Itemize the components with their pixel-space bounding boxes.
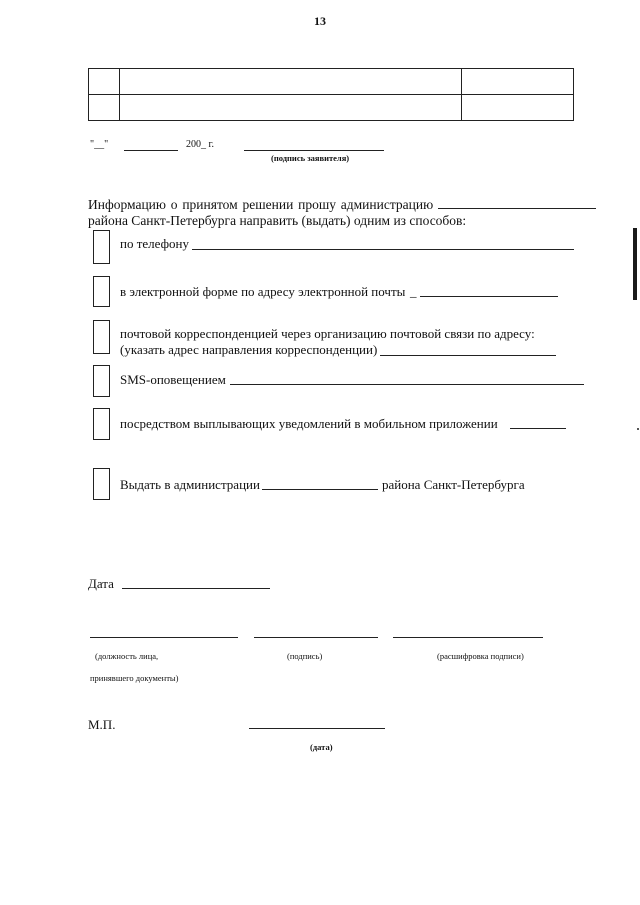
decoding-caption: (расшифровка подписи)	[437, 651, 524, 661]
sms-field[interactable]	[230, 384, 584, 385]
signature-caption: (подпись заявителя)	[271, 153, 350, 163]
email-checkbox[interactable]	[93, 276, 110, 307]
phone-option-label: по телефону	[120, 236, 189, 251]
signature-caption-2: (подпись)	[287, 651, 323, 661]
push-field[interactable]	[510, 428, 566, 429]
push-option-label: посредством выплывающих уведомлений в мобильном приложении	[120, 416, 498, 431]
applicant-signature-field[interactable]	[244, 150, 384, 151]
date-quote-field: "__"	[90, 139, 109, 150]
scan-speck	[637, 428, 639, 430]
info-word: Информацию	[88, 197, 166, 212]
table-row	[89, 69, 574, 95]
signature-decoding-field[interactable]	[393, 637, 543, 638]
post-address-field[interactable]	[380, 355, 556, 356]
scan-edge-mark	[633, 228, 637, 300]
admin-pickup-label-end: района Санкт-Петербурга	[382, 477, 525, 492]
month-field[interactable]	[124, 150, 178, 151]
post-option-label: почтовой корреспонденцией через организацию почтовой связи по адресу:	[120, 326, 535, 341]
admin-pickup-label: Выдать в администрации	[120, 477, 260, 492]
info-word: о	[170, 197, 178, 212]
phone-field[interactable]	[192, 249, 574, 250]
table-cell	[462, 69, 574, 95]
info-word: прошу	[298, 197, 336, 212]
sms-checkbox[interactable]	[93, 365, 110, 397]
stamp-date-field[interactable]	[249, 728, 385, 729]
phone-checkbox[interactable]	[93, 230, 110, 264]
info-word: администрацию	[340, 197, 434, 212]
post-checkbox[interactable]	[93, 320, 110, 354]
admin-name-field[interactable]	[262, 489, 378, 490]
info-word: решении	[242, 197, 294, 212]
table-cell	[89, 95, 120, 121]
applicant-table	[88, 68, 574, 121]
info-word: принятом	[182, 197, 238, 212]
table-row	[89, 95, 574, 121]
signature-field[interactable]	[254, 637, 378, 638]
date-label: Дата	[88, 576, 114, 591]
email-option-label: в электронной форме по адресу электронной почты	[120, 284, 406, 299]
push-checkbox[interactable]	[93, 408, 110, 440]
stamp-label: М.П.	[88, 717, 116, 732]
email-field-prefix: _	[410, 284, 417, 299]
administration-field[interactable]	[438, 196, 596, 209]
post-address-label: (указать адрес направления корреспонденции)	[120, 342, 378, 357]
admin-pickup-checkbox[interactable]	[93, 468, 110, 500]
sms-option-label: SMS-оповещением	[120, 372, 226, 387]
position-caption: (должность лица,	[95, 651, 159, 661]
table-cell	[120, 69, 462, 95]
page-number: 13	[314, 14, 326, 28]
info-request-line2: района Санкт-Петербурга направить (выдать) одним из способов:	[88, 213, 467, 228]
table-cell	[462, 95, 574, 121]
table-cell	[120, 95, 462, 121]
table-cell	[89, 69, 120, 95]
stamp-date-caption: (дата)	[310, 742, 333, 752]
email-field[interactable]	[420, 296, 558, 297]
date-field[interactable]	[122, 588, 270, 589]
position-caption-cont: принявшего документы)	[90, 673, 179, 683]
info-request-paragraph	[88, 196, 596, 229]
position-field[interactable]	[90, 637, 238, 638]
year-label: 200_ г.	[186, 139, 214, 150]
